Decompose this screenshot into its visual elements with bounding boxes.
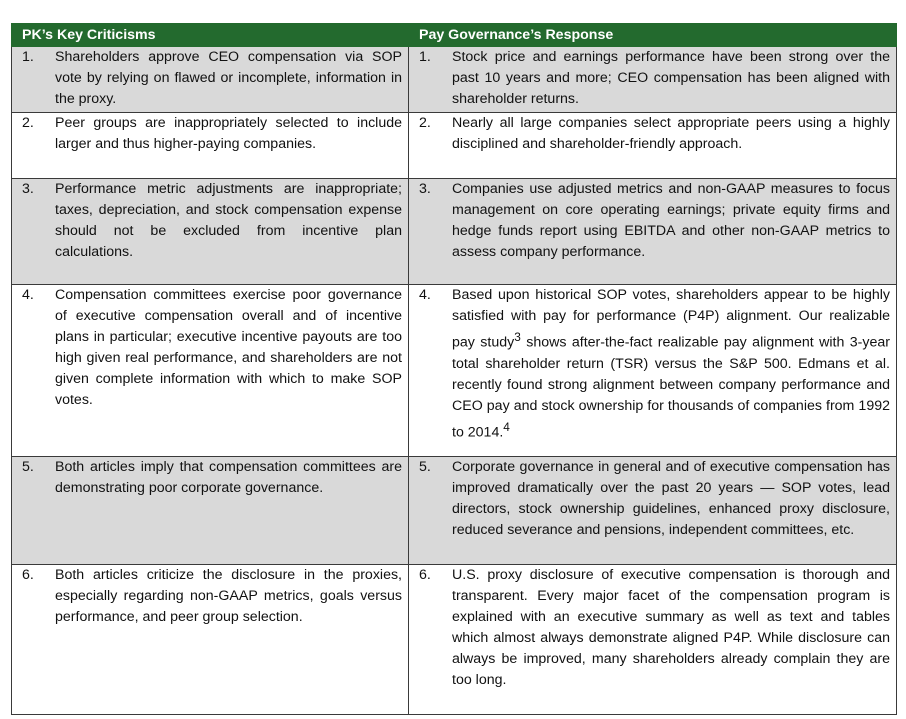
item-number: 3. (419, 181, 431, 197)
response-text: Companies use adjusted metrics and non-GAAP measures to focus management on core operating earnings; private equity firms and hedge funds report using EBITDA and other non-GAAP metrics to assess company performance. (452, 181, 890, 260)
table-row (12, 179, 897, 285)
criticism-text: Compensation committees exercise poor governance of executive compensation overall and of incentive plans in particular; executive incentive payouts are too high given real performance, and shareholders are not given complete information with which to make SOP votes. (55, 287, 402, 408)
item-number: 4. (22, 287, 34, 303)
response-cell (409, 285, 897, 457)
item-number: 2. (22, 115, 34, 131)
response-cell (409, 565, 897, 715)
criticism-cell (12, 285, 409, 457)
criticism-cell (12, 565, 409, 715)
criticism-cell (12, 47, 409, 113)
response-text-part: Based upon historical SOP votes, shareholders appear to be highly satisfied with pay for performance (P4P) alignment. Our realizable pay study (452, 287, 890, 351)
table-row (12, 113, 897, 179)
item-number: 3. (22, 181, 34, 197)
table-row (12, 285, 897, 457)
header-response: Pay Governance’s Response (409, 24, 897, 47)
response-text: Stock price and earnings performance have been strong over the past 10 years and more; CEO compensation has been aligned with shareholder returns. (452, 49, 890, 107)
table-header-row (12, 24, 897, 47)
item-number: 6. (419, 567, 431, 583)
item-number: 1. (419, 49, 431, 65)
criticism-text: Both articles criticize the disclosure in the proxies, especially regarding non-GAAP metrics, goals versus performance, and peer group selection. (55, 567, 402, 625)
item-number: 1. (22, 49, 34, 65)
header-criticisms: PK’s Key Criticisms (12, 24, 409, 47)
response-cell (409, 179, 897, 285)
item-number: 4. (419, 287, 431, 303)
response-cell (409, 457, 897, 565)
item-number: 5. (419, 459, 431, 475)
response-text-part: shows after-the-fact realizable pay alignment with 3-year total shareholder return (TSR) versus the S&P 500. Edmans et al. recently found strong alignment between company performance and CEO pay and stock ownership for thousands of companies from 1992 to 2014. (452, 334, 890, 441)
footnote-ref: 4 (503, 419, 510, 434)
response-text (452, 285, 890, 443)
criticisms-response-table (11, 23, 897, 715)
response-text: Corporate governance in general and of executive compensation has improved dramatically over the past 20 years — SOP votes, lead directors, stock ownership guidelines, enhanced proxy disclosure, reduced severance and pensions, independent committees, etc. (452, 459, 890, 538)
item-number: 6. (22, 567, 34, 583)
response-text: Nearly all large companies select appropriate peers using a highly disciplined and shareholder-friendly approach. (452, 115, 890, 152)
criticism-text: Shareholders approve CEO compensation via SOP vote by relying on flawed or incomplete, information in the proxy. (55, 49, 402, 107)
item-number: 2. (419, 115, 431, 131)
table-row (12, 565, 897, 715)
item-number: 5. (22, 459, 34, 475)
table-row (12, 47, 897, 113)
criticism-text: Peer groups are inappropriately selected to include larger and thus higher-paying companies. (55, 115, 402, 152)
bottom-border-line (11, 714, 896, 715)
criticism-cell (12, 179, 409, 285)
response-text: U.S. proxy disclosure of executive compensation is thorough and transparent. Every major facet of the compensation program is explained with an executive summary as well as text and tables which almost always demonstrate aligned P4P. While disclosure can always be improved, many shareholders already complain they are too long. (452, 567, 890, 688)
table-row (12, 457, 897, 565)
criticism-text: Both articles imply that compensation committees are demonstrating poor corporate governance. (55, 459, 402, 496)
criticism-text: Performance metric adjustments are inappropriate; taxes, depreciation, and stock compensation expense should not be excluded from incentive plan calculations. (55, 181, 402, 260)
footnote-ref: 3 (514, 330, 521, 344)
criticism-cell (12, 113, 409, 179)
criticism-cell (12, 457, 409, 565)
response-cell (409, 47, 897, 113)
response-cell (409, 113, 897, 179)
